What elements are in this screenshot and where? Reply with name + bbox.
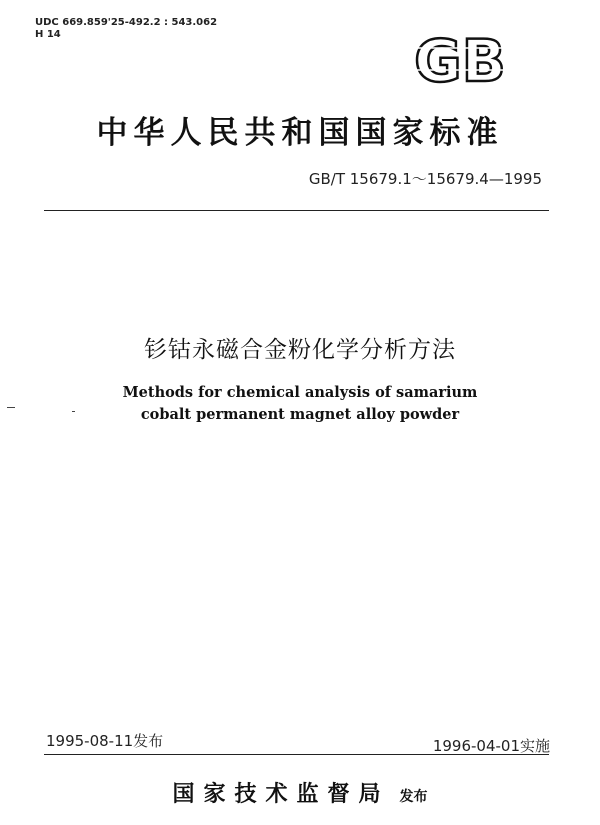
h-classification: H 14 [35, 29, 61, 40]
issuer [0, 777, 600, 808]
org-title: 中华人民共和国国家标准 [96, 115, 504, 151]
title-english-line-2: cobalt permanent magnet alloy powder [140, 406, 460, 423]
issue-date: 1995-08-11发布 [46, 732, 164, 750]
scan-speck [72, 411, 75, 412]
title-english-line-1: Methods for chemical analysis of samarium [122, 384, 478, 401]
issuer-name: 国家技术监督局 [172, 782, 390, 807]
standard-code: GB/T 15679.1～15679.4—1995 [308, 170, 542, 188]
top-rule [44, 210, 549, 211]
issuer-suffix: 发布 [399, 789, 428, 805]
gb-logo [404, 28, 516, 90]
gb-logo-text: GB [414, 28, 506, 90]
title-chinese: 钐钴永磁合金粉化学分析方法 [144, 337, 456, 363]
implementation-date: 1996-04-01实施 [432, 737, 550, 755]
scan-speck [7, 407, 15, 408]
bottom-rule [44, 754, 549, 755]
udc-classification: UDC 669.859'25-492.2 : 543.062 [35, 17, 218, 28]
